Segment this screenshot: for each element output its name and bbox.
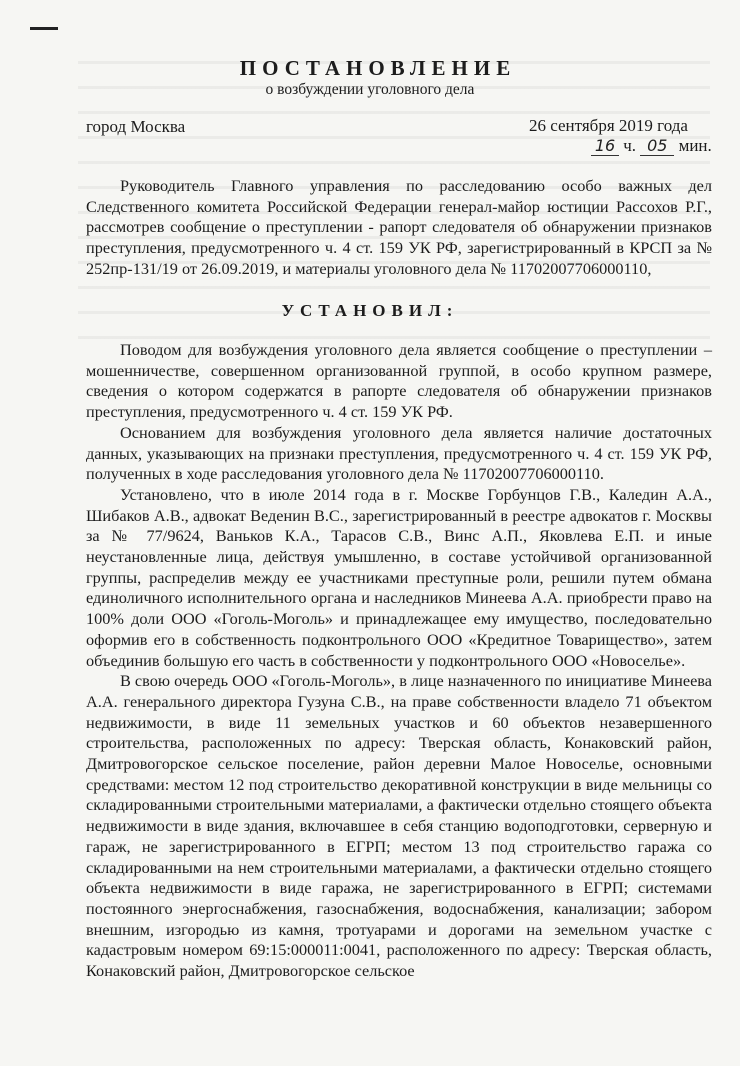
intro-block <box>86 176 712 280</box>
scan-corner-mark <box>30 27 58 30</box>
document-subtitle: о возбуждении уголовного дела <box>265 81 475 98</box>
section-heading: УСТАНОВИЛ: <box>281 301 459 320</box>
time-hours: 16 <box>591 136 619 156</box>
city: город Москва <box>86 117 186 136</box>
paragraph: В свою очередь ООО «Гоголь-Моголь», в лице назначенного по инициативе Минеева А.А. генерального директора Гузуна С.В., на праве собственности владело 71 объектом недвижимости, в виде 11 земельных участков и 60 объектов незавершенного строительства, расположенных по адресу: Тверская область, Конаковский район, Дмитровогорское сельское поселение, район деревни Малое Новоселье, основными средствами: местом 12 под строительство декоративной конструкции в виде мельницы со складированными строительными материалами, а фактически отдельно стоящего объекта недвижимости в виде здания, включавшее в себя станцию водоподготовки, серверную и гараж, не зарегистрированного в ЕГРП; местом 13 под строительство гаража со складированными на нем строительными материалами, а фактически отдельно стоящего объекта недвижимости в виде гаража, не зарегистрированного в ЕГРП; системами постоянного энергоснабжения, газоснабжения, водоснабжения, канализации; забором внешним, изгородью из камня, тротуарами и дорогами на земельном участке с кадастровым номером 69:15:000011:0041, расположенного по адресу: Тверская область, Конаковский район, Дмитровогорское сельское <box>86 671 712 981</box>
time-hours-label: ч. <box>623 136 637 155</box>
date: 26 сентября 2019 года <box>529 116 688 135</box>
paragraph: Поводом для возбуждения уголовного дела является сообщение о преступлении – мошенничестве, совершенном организованной группой, в особо крупном размере, сведения о котором содержатся в рапорте следователя об обнаружении признаков преступления, предусмотренного ч. 4 ст. 159 УК РФ. <box>86 340 712 422</box>
intro-paragraph: Руководитель Главного управления по расследованию особо важных дел Следственного комитета Российской Федерации генерал-майор юстиции Рассохов Р.Г., рассмотрев сообщение о преступлении - рапорт следователя об обнаружении признаков преступления, предусмотренного ч. 4 ст. 159 УК РФ, зарегистрированный в КРСП за № 252пр-131/19 от 26.09.2019, и материалы уголовного дела № 11702007706000110, <box>86 176 712 278</box>
time-minutes: 05 <box>640 136 674 156</box>
paragraph: Основанием для возбуждения уголовного дела является наличие достаточных данных, указывающих на признаки преступления, предусмотренного ч. 4 ст. 159 УК РФ, полученных в ходе расследования уголовного дела № 11702007706000110. <box>86 422 712 484</box>
time <box>591 136 712 156</box>
time-minutes-label: мин. <box>678 136 712 155</box>
paragraph: Установлено, что в июле 2014 года в г. Москве Горбунцов Г.В., Каледин А.А., Шибаков А.В., адвокат Веденин В.С., зарегистрированный в реестре адвокатов г. Москвы за № 77/9624, Ваньков К.А., Тарасов С.В., Винс А.П., Яковлева Е.П. и иные неустановленные лица, действуя умышленно, в составе устойчивой организованной группы, распределив между ее участниками преступные роли, решили путем обмана единоличного исполнительного органа и наследников Минеева А.А. приобрести право на 100% доли ООО «Гоголь-Моголь» и принадлежащее ему имущество, последовательно оформив его в собственность подконтрольного ООО «Кредитное Товарищество», затем объединив большую его часть в собственности у подконтрольного ООО «Новоселье». <box>86 484 712 670</box>
document-title: ПОСТАНОВЛЕНИЕ <box>239 56 517 80</box>
findings-block <box>86 340 712 982</box>
